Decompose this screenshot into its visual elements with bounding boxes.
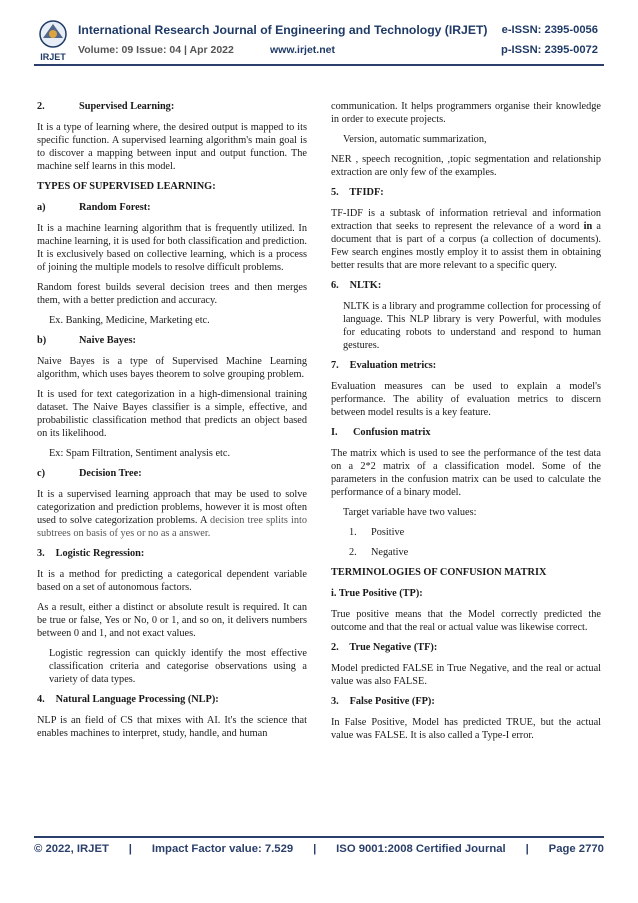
section-heading: TYPES OF SUPERVISED LEARNING: xyxy=(37,181,216,192)
page-header xyxy=(0,0,638,82)
footer-divider xyxy=(34,836,604,838)
paragraph: It is a supervised learning approach that may be used to solve categorization and prediction problems, however it is most often used to solve categorization problems. A decision tree splits into subtrees on basis of yes or no as a answer. xyxy=(37,489,308,539)
iso-certification: ISO 9001:2008 Certified Journal xyxy=(336,843,506,855)
paragraph: Logistic regression can quickly identify the most effective classification criteria and categorise observations using a variety of data types. xyxy=(49,648,307,685)
subsection-heading: 3. False Positive (FP): xyxy=(331,696,435,707)
footer-separator: | xyxy=(313,843,317,855)
paragraph: Naive Bayes is a type of Supervised Machine Learning algorithm, which uses bayes theorem to solve grouping problem. xyxy=(37,356,307,380)
page-footer xyxy=(34,843,604,855)
paragraph: Evaluation measures can be used to explain a model's performance. The ability of evaluation metrics to discern between model results is a key feature. xyxy=(331,381,601,418)
paragraph: communication. It helps programmers organise their knowledge in order to execute projects. xyxy=(331,101,601,125)
subsection-heading: c) Decision Tree: xyxy=(37,468,142,479)
paragraph: It is a machine learning algorithm that is frequently utilized. In machine learning, it is used for both classification and prediction. It is exclusively based on collective learning, which is a process of joining the multiple models to resolve difficult problems. xyxy=(37,223,307,273)
section-heading: 4. Natural Language Processing (NLP): xyxy=(37,694,219,705)
example-line: Ex. Banking, Medicine, Marketing etc. xyxy=(49,315,210,326)
paragraph: Version, automatic summarization, xyxy=(343,134,487,145)
paragraph: TF-IDF is a subtask of information retrieval and information extraction that seeks to represent the relevance of a word in a document that is part of a corpus (a collection of documents). Few search engines mostly employ it to assist them in obtaining better results that are more relevant to a specific query. xyxy=(331,208,601,271)
paragraph: True positive means that the Model correctly predicted the outcome and that the real or actual value was likewise correct. xyxy=(331,609,601,633)
footer-separator: | xyxy=(525,843,529,855)
example-line: Ex: Spam Filtration, Sentiment analysis etc. xyxy=(49,448,231,459)
footer-separator: | xyxy=(128,843,132,855)
paragraph: NLTK is a library and programme collection for processing of language. This NLP library is very Powerful, with modules for educating robots to understand and respond to human gestures. xyxy=(343,301,601,351)
logo-text: IRJET xyxy=(40,52,66,62)
page-number: Page 2770 xyxy=(548,843,604,855)
journal-title: International Research Journal of Engineering and Technology (IRJET) xyxy=(78,23,488,37)
paragraph: As a result, either a distinct or absolute result is required. It can be true or false, Yes or No, 0 or 1, and so on, it delivers numbers between 0 and 1, and not exact values. xyxy=(37,602,307,639)
paragraph: It is used for text categorization in a high-dimensional training dataset. The Naive Bayes classifier is a simple, effective, and probabilistic classification method that predicts an object based on its likelihood. xyxy=(37,389,307,439)
paragraph: Model predicted FALSE in True Negative, and the real or actual value was also FALSE. xyxy=(331,663,601,687)
paragraph: NER , speech recognition, ,topic segmentation and relationship extraction are only few of the examples. xyxy=(331,154,601,178)
section-heading: 7. Evaluation metrics: xyxy=(331,360,437,371)
subsection-heading: i. True Positive (TP): xyxy=(331,588,423,599)
subsection-heading: I. Confusion matrix xyxy=(331,427,431,438)
paragraph: The matrix which is used to see the performance of the test data on a 2*2 matrix of a classification model. Some of the parameters in the confusion matrix can be used to calculate the performance of a binary model. xyxy=(331,448,601,498)
paragraph: In False Positive, Model has predicted TRUE, but the actual value was FALSE. It is also called a Type-I error. xyxy=(331,717,601,741)
irjet-logo xyxy=(34,18,72,64)
e-issn: e-ISSN: 2395-0056 xyxy=(501,24,598,36)
p-issn: p-ISSN: 2395-0072 xyxy=(500,44,598,56)
header-divider xyxy=(34,64,604,66)
paragraph: It is a type of learning where, the desired output is mapped to its specific function. A supervised learning algorithm's main goal is to discover a mapping between input and output function. The machine self learns in this model. xyxy=(37,122,307,172)
paragraph: Target variable have two values: xyxy=(343,507,477,518)
section-heading: 2. Supervised Learning: xyxy=(37,101,175,112)
subsection-heading: 2. True Negative (TF): xyxy=(331,642,438,653)
section-heading: 3. Logistic Regression: xyxy=(37,548,145,559)
paragraph: Random forest builds several decision trees and then merges them, with a better prediction and accuracy. xyxy=(37,282,307,306)
left-column xyxy=(37,100,307,747)
section-heading: 5. TFIDF: xyxy=(331,187,384,198)
paragraph: It is a method for predicting a categorical dependent variable based on a set of autonomous factors. xyxy=(37,569,307,593)
section-heading: 6. NLTK: xyxy=(331,280,382,291)
copyright: © 2022, IRJET xyxy=(34,843,109,855)
subsection-heading: b) Naive Bayes: xyxy=(37,335,136,346)
section-heading: TERMINOLOGIES OF CONFUSION MATRIX xyxy=(331,567,547,578)
volume-issue: Volume: 09 Issue: 04 | Apr 2022 xyxy=(78,44,234,56)
journal-website-link[interactable]: www.irjet.net xyxy=(270,44,335,56)
paragraph: NLP is an field of CS that mixes with AI. It's the science that enables machines to interpret, study, handle, and human xyxy=(37,715,307,739)
list-item: 2. Negative xyxy=(349,547,409,558)
subsection-heading: a) Random Forest: xyxy=(37,202,151,213)
right-column xyxy=(331,100,601,749)
impact-factor: Impact Factor value: 7.529 xyxy=(151,843,294,855)
list-item: 1. Positive xyxy=(349,527,405,538)
